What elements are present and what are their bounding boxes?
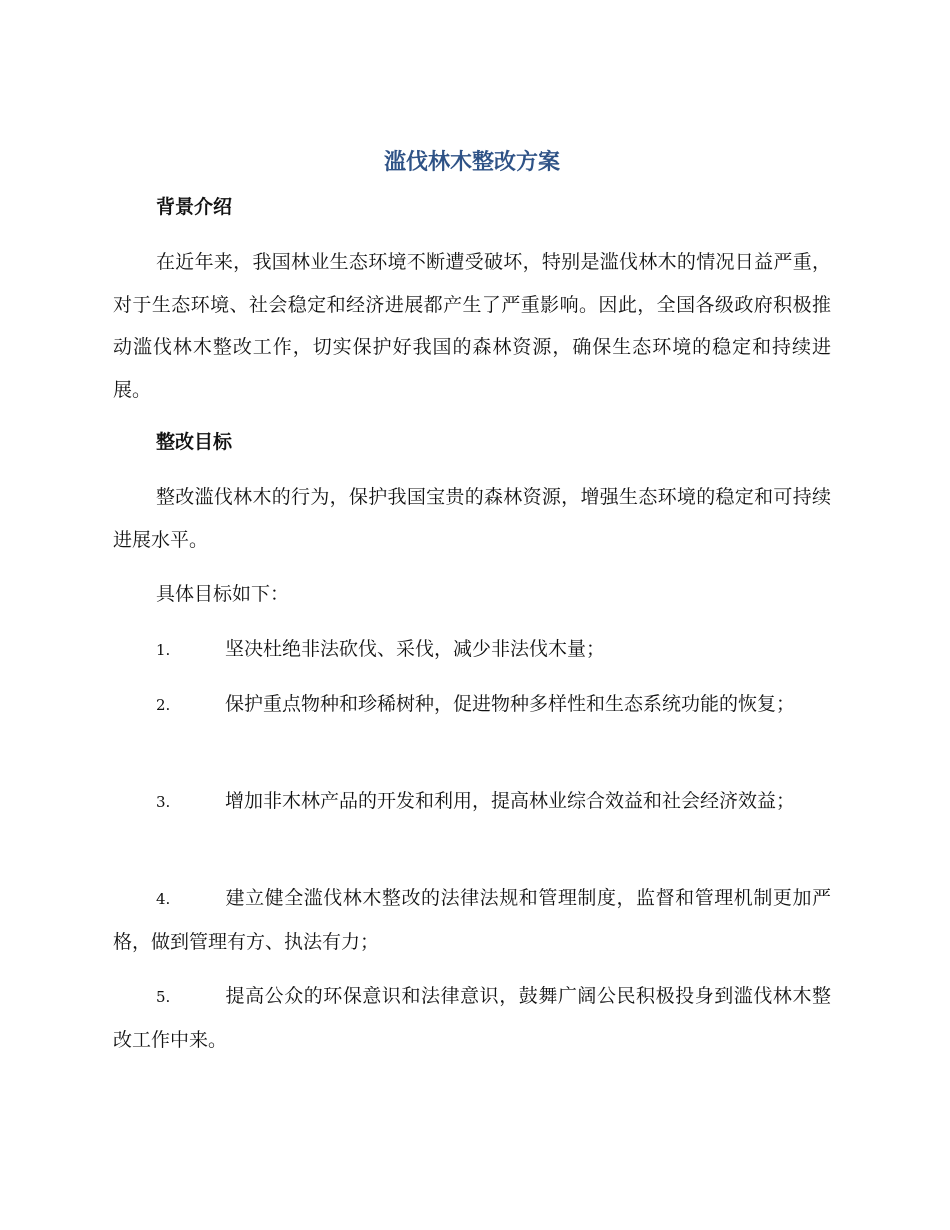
paragraph-goals: 整改滥伐林木的行为，保护我国宝贵的森林资源，增强生态环境的稳定和可持续进展水平。 <box>113 486 831 551</box>
paragraph-goals-intro: 具体目标如下： <box>156 583 290 605</box>
list-item-text: 坚决杜绝非法砍伐、采伐，减少非法伐木量； <box>225 638 606 660</box>
list-item <box>113 877 831 963</box>
list-item <box>113 780 831 824</box>
section-heading-goals: 整改目标 <box>156 431 233 453</box>
list-item <box>113 975 831 1061</box>
list-item-text: 增加非木林产品的开发和利用，提高林业综合效益和社会经济效益； <box>225 790 796 812</box>
document-page <box>113 0 831 1230</box>
document-title: 滥伐林木整改方案 <box>383 150 560 175</box>
paragraph-background: 在近年来，我国林业生态环境不断遭受破坏，特别是滥伐林木的情况日益严重，对于生态环境、社会稳定和经济进展都产生了严重影响。因此，全国各级政府积极推动滥伐林木整改工作，切实保护好我国的森林资源，确保生态环境的稳定和持续进展。 <box>113 251 831 401</box>
list-item-number: 1. <box>156 641 171 659</box>
section-heading-background: 背景介绍 <box>156 196 233 218</box>
list-item-number: 3. <box>156 793 171 811</box>
list-item-text: 保护重点物种和珍稀树种，促进物种多样性和生态系统功能的恢复； <box>225 693 796 715</box>
list-item <box>113 683 831 727</box>
list-item-text: 提高公众的环保意识和法律意识，鼓舞广阔公民积极投身到滥伐林木整改工作中来。 <box>113 985 831 1051</box>
list-item-number: 5. <box>156 988 171 1006</box>
list-item-text: 建立健全滥伐林木整改的法律法规和管理制度，监督和管理机制更加严格，做到管理有方、执法有力； <box>113 887 831 953</box>
list-item-number: 4. <box>156 890 171 908</box>
list-item <box>113 628 831 672</box>
list-item-number: 2. <box>156 696 171 714</box>
